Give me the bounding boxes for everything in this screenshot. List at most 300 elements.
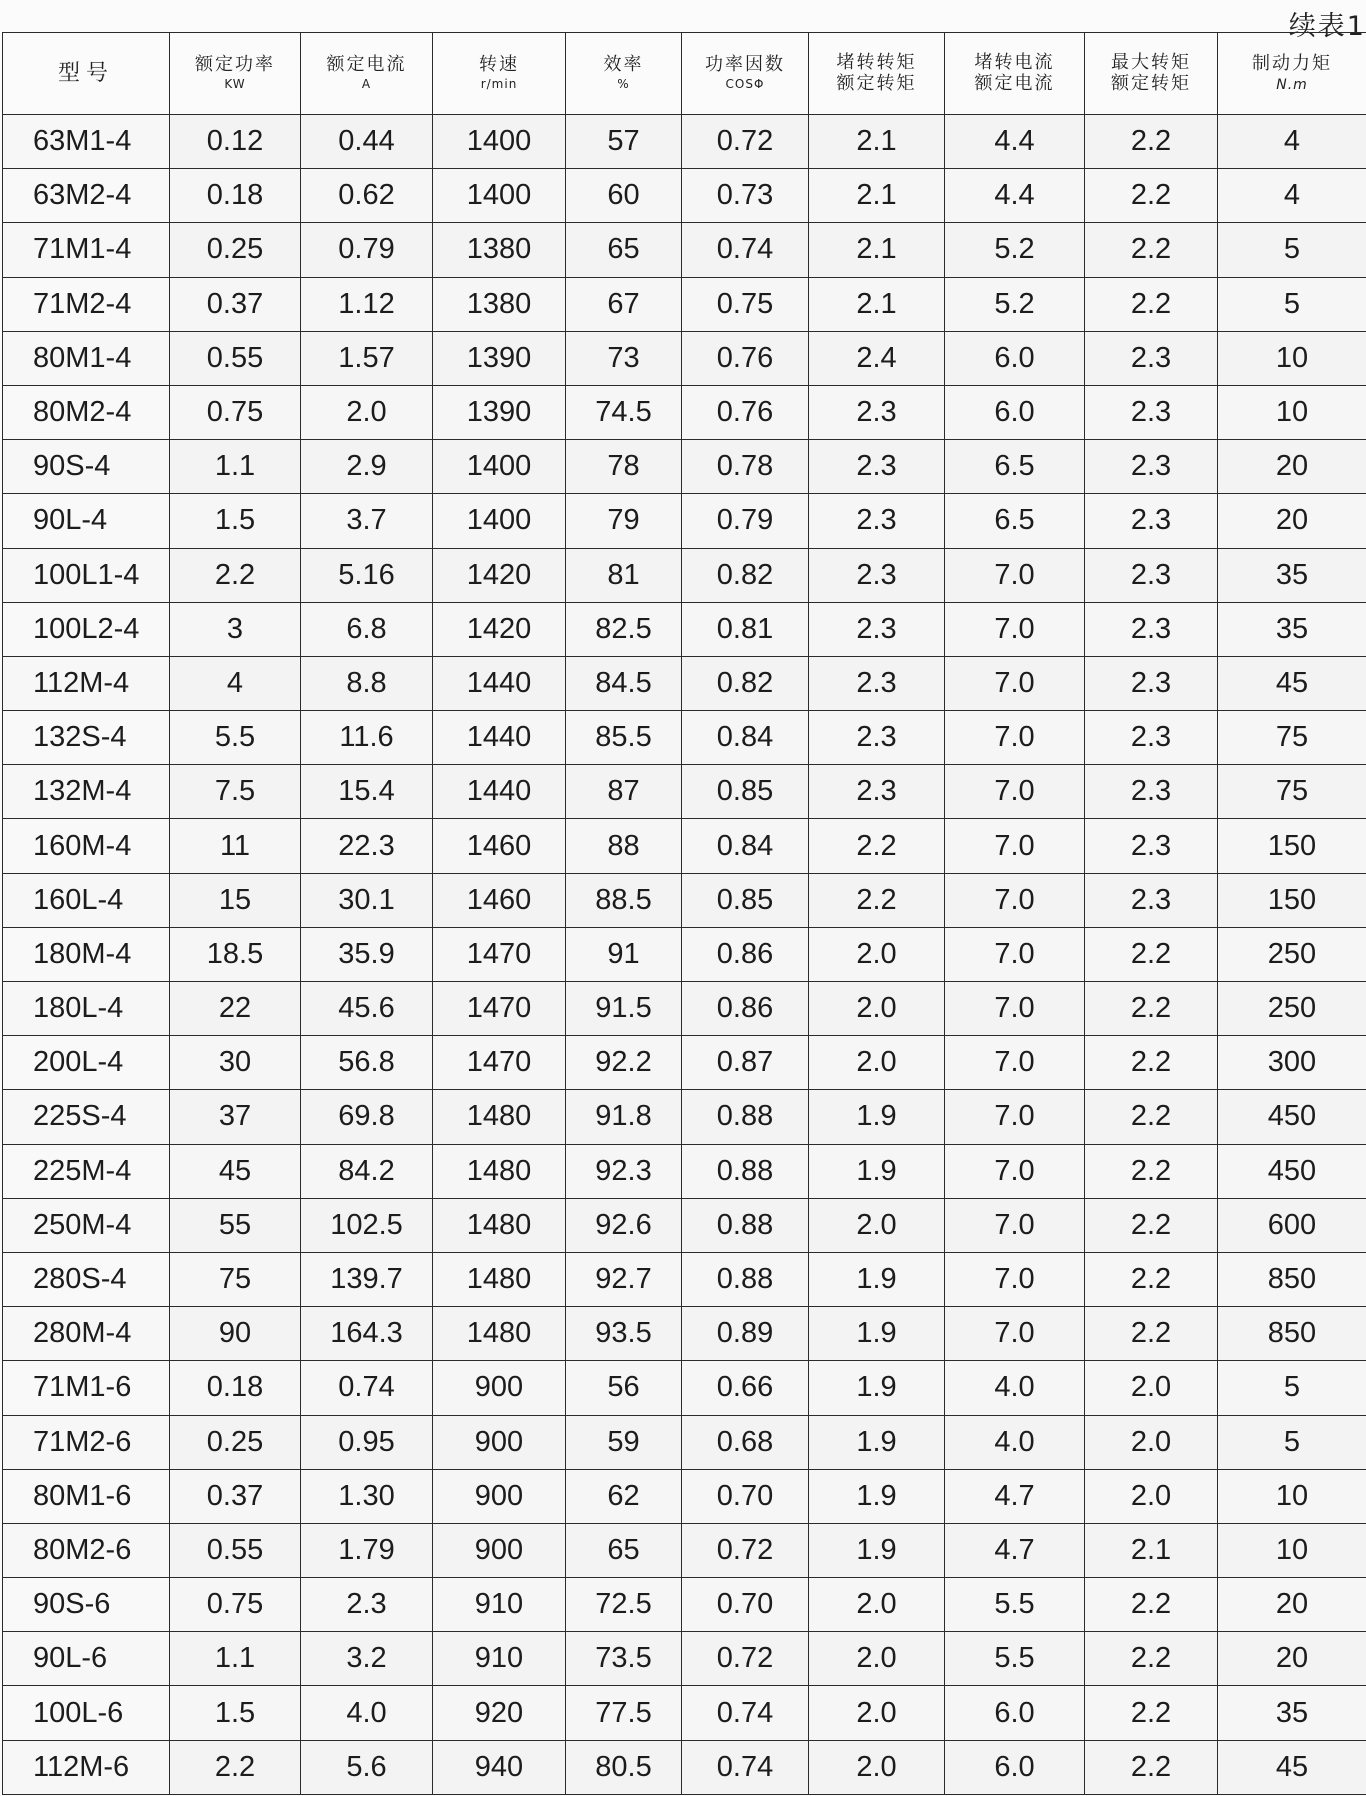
header-cell-efficiency (566, 33, 682, 115)
cell-max-torque-ratio: 2.2 (1085, 1198, 1218, 1252)
table-row (3, 169, 1366, 223)
cell-rated-power: 30 (170, 1036, 301, 1090)
cell-rated-current: 35.9 (301, 927, 433, 981)
cell-rated-power: 5.5 (170, 711, 301, 765)
cell-braking-torque: 5 (1218, 1361, 1366, 1415)
cell-speed: 1460 (433, 819, 566, 873)
table-row (3, 927, 1366, 981)
cell-power-factor: 0.75 (682, 277, 809, 331)
cell-locked-torque-ratio: 2.1 (809, 169, 945, 223)
cell-rated-power: 4 (170, 656, 301, 710)
cell-efficiency: 65 (566, 1523, 682, 1577)
cell-efficiency: 92.6 (566, 1198, 682, 1252)
cell-locked-torque-ratio: 1.9 (809, 1523, 945, 1577)
cell-locked-torque-ratio: 2.0 (809, 1036, 945, 1090)
cell-locked-torque-ratio: 1.9 (809, 1469, 945, 1523)
cell-locked-current-ratio: 6.0 (945, 331, 1085, 385)
cell-efficiency: 91.8 (566, 1090, 682, 1144)
cell-model: 180M-4 (3, 927, 170, 981)
cell-efficiency: 62 (566, 1469, 682, 1523)
cell-speed: 1480 (433, 1144, 566, 1198)
cell-braking-torque: 4 (1218, 169, 1366, 223)
cell-speed: 1400 (433, 494, 566, 548)
cell-locked-current-ratio: 7.0 (945, 711, 1085, 765)
cell-locked-current-ratio: 7.0 (945, 873, 1085, 927)
cell-power-factor: 0.78 (682, 440, 809, 494)
cell-braking-torque: 20 (1218, 494, 1366, 548)
cell-efficiency: 57 (566, 115, 682, 169)
cell-speed: 1470 (433, 1036, 566, 1090)
cell-model: 112M-4 (3, 656, 170, 710)
cell-rated-current: 1.57 (301, 331, 433, 385)
cell-max-torque-ratio: 2.2 (1085, 115, 1218, 169)
table-row (3, 1740, 1366, 1794)
table-row (3, 223, 1366, 277)
cell-locked-torque-ratio: 2.0 (809, 1578, 945, 1632)
cell-braking-torque: 5 (1218, 1415, 1366, 1469)
cell-model: 80M2-6 (3, 1523, 170, 1577)
cell-braking-torque: 10 (1218, 331, 1366, 385)
cell-power-factor: 0.72 (682, 1632, 809, 1686)
header-cell-rated-power (170, 33, 301, 115)
cell-speed: 1390 (433, 385, 566, 439)
cell-efficiency: 85.5 (566, 711, 682, 765)
cell-braking-torque: 10 (1218, 1469, 1366, 1523)
cell-model: 160L-4 (3, 873, 170, 927)
cell-locked-torque-ratio: 1.9 (809, 1090, 945, 1144)
cell-rated-power: 0.75 (170, 1578, 301, 1632)
cell-rated-power: 22 (170, 982, 301, 1036)
header-label: 额定功率 (195, 53, 275, 75)
header-cell-speed (433, 33, 566, 115)
cell-rated-current: 15.4 (301, 765, 433, 819)
cell-model: 100L1-4 (3, 548, 170, 602)
cell-rated-power: 7.5 (170, 765, 301, 819)
cell-rated-current: 6.8 (301, 602, 433, 656)
cell-max-torque-ratio: 2.2 (1085, 1632, 1218, 1686)
cell-power-factor: 0.74 (682, 1686, 809, 1740)
cell-model: 225M-4 (3, 1144, 170, 1198)
table-row (3, 277, 1366, 331)
table-row (3, 1252, 1366, 1306)
cell-efficiency: 93.5 (566, 1307, 682, 1361)
cell-rated-current: 69.8 (301, 1090, 433, 1144)
cell-rated-power: 37 (170, 1090, 301, 1144)
header-label: 型号 (57, 60, 114, 86)
cell-model: 71M2-4 (3, 277, 170, 331)
table-row (3, 1632, 1366, 1686)
cell-locked-current-ratio: 4.7 (945, 1523, 1085, 1577)
cell-locked-torque-ratio: 2.3 (809, 494, 945, 548)
cell-model: 160M-4 (3, 819, 170, 873)
cell-rated-current: 8.8 (301, 656, 433, 710)
cell-max-torque-ratio: 2.3 (1085, 873, 1218, 927)
cell-locked-torque-ratio: 2.2 (809, 873, 945, 927)
cell-rated-current: 5.6 (301, 1740, 433, 1794)
cell-rated-current: 2.3 (301, 1578, 433, 1632)
cell-max-torque-ratio: 2.0 (1085, 1361, 1218, 1415)
table-row (3, 1036, 1366, 1090)
cell-max-torque-ratio: 2.2 (1085, 223, 1218, 277)
cell-model: 80M2-4 (3, 385, 170, 439)
cell-rated-power: 0.25 (170, 223, 301, 277)
cell-power-factor: 0.89 (682, 1307, 809, 1361)
header-cell-model (3, 33, 170, 115)
cell-rated-current: 2.0 (301, 385, 433, 439)
header-unit: A (361, 77, 372, 92)
cell-efficiency: 59 (566, 1415, 682, 1469)
cell-max-torque-ratio: 2.3 (1085, 385, 1218, 439)
cell-power-factor: 0.84 (682, 819, 809, 873)
cell-speed: 1470 (433, 982, 566, 1036)
cell-power-factor: 0.82 (682, 656, 809, 710)
cell-speed: 1470 (433, 927, 566, 981)
cell-speed: 1400 (433, 115, 566, 169)
cell-max-torque-ratio: 2.0 (1085, 1415, 1218, 1469)
cell-speed: 1480 (433, 1307, 566, 1361)
cell-locked-current-ratio: 4.4 (945, 169, 1085, 223)
header-label: 功率因数 (705, 53, 785, 75)
table-row (3, 873, 1366, 927)
cell-max-torque-ratio: 2.3 (1085, 656, 1218, 710)
cell-max-torque-ratio: 2.3 (1085, 494, 1218, 548)
table-row (3, 1469, 1366, 1523)
cell-rated-current: 139.7 (301, 1252, 433, 1306)
header-cell-power-factor (682, 33, 809, 115)
table-row (3, 765, 1366, 819)
cell-efficiency: 67 (566, 277, 682, 331)
cell-power-factor: 0.88 (682, 1198, 809, 1252)
cell-model: 80M1-4 (3, 331, 170, 385)
cell-efficiency: 92.3 (566, 1144, 682, 1198)
table-row (3, 656, 1366, 710)
cell-power-factor: 0.74 (682, 1740, 809, 1794)
cell-speed: 1440 (433, 711, 566, 765)
cell-power-factor: 0.76 (682, 331, 809, 385)
cell-braking-torque: 450 (1218, 1090, 1366, 1144)
table-row (3, 1415, 1366, 1469)
cell-braking-torque: 35 (1218, 602, 1366, 656)
cell-locked-current-ratio: 5.5 (945, 1632, 1085, 1686)
cell-braking-torque: 4 (1218, 115, 1366, 169)
cell-model: 132M-4 (3, 765, 170, 819)
cell-power-factor: 0.88 (682, 1144, 809, 1198)
cell-model: 200L-4 (3, 1036, 170, 1090)
cell-locked-torque-ratio: 2.3 (809, 440, 945, 494)
cell-braking-torque: 20 (1218, 1632, 1366, 1686)
cell-braking-torque: 600 (1218, 1198, 1366, 1252)
table-row (3, 548, 1366, 602)
cell-efficiency: 60 (566, 169, 682, 223)
cell-rated-power: 11 (170, 819, 301, 873)
header-unit: 额定转矩 (1111, 72, 1191, 94)
cell-speed: 1380 (433, 223, 566, 277)
header-unit: % (617, 77, 630, 92)
cell-power-factor: 0.72 (682, 115, 809, 169)
cell-rated-current: 4.0 (301, 1686, 433, 1740)
table-row (3, 819, 1366, 873)
cell-locked-current-ratio: 4.0 (945, 1361, 1085, 1415)
cell-braking-torque: 35 (1218, 548, 1366, 602)
header-unit: KW (224, 77, 246, 92)
cell-rated-power: 90 (170, 1307, 301, 1361)
cell-power-factor: 0.88 (682, 1252, 809, 1306)
cell-speed: 1420 (433, 548, 566, 602)
cell-max-torque-ratio: 2.0 (1085, 1469, 1218, 1523)
cell-braking-torque: 450 (1218, 1144, 1366, 1198)
cell-max-torque-ratio: 2.3 (1085, 765, 1218, 819)
cell-power-factor: 0.79 (682, 494, 809, 548)
cell-rated-power: 1.1 (170, 440, 301, 494)
cell-efficiency: 72.5 (566, 1578, 682, 1632)
cell-locked-current-ratio: 7.0 (945, 602, 1085, 656)
cell-rated-current: 84.2 (301, 1144, 433, 1198)
cell-speed: 1400 (433, 440, 566, 494)
cell-locked-current-ratio: 7.0 (945, 656, 1085, 710)
header-label: 制动力矩 (1252, 52, 1332, 74)
cell-speed: 900 (433, 1415, 566, 1469)
cell-braking-torque: 20 (1218, 1578, 1366, 1632)
header-label: 堵转转矩 (836, 51, 917, 73)
cell-locked-torque-ratio: 2.4 (809, 331, 945, 385)
header-label: 转速 (479, 53, 519, 75)
cell-power-factor: 0.85 (682, 765, 809, 819)
cell-efficiency: 73 (566, 331, 682, 385)
cell-locked-current-ratio: 7.0 (945, 548, 1085, 602)
header-cell-locked-current-ratio (945, 33, 1085, 115)
cell-speed: 910 (433, 1632, 566, 1686)
cell-max-torque-ratio: 2.2 (1085, 169, 1218, 223)
cell-rated-power: 0.55 (170, 1523, 301, 1577)
cell-rated-current: 3.7 (301, 494, 433, 548)
cell-braking-torque: 10 (1218, 1523, 1366, 1577)
cell-efficiency: 77.5 (566, 1686, 682, 1740)
cell-braking-torque: 5 (1218, 223, 1366, 277)
cell-locked-current-ratio: 7.0 (945, 1198, 1085, 1252)
cell-braking-torque: 35 (1218, 1686, 1366, 1740)
cell-model: 180L-4 (3, 982, 170, 1036)
cell-model: 280S-4 (3, 1252, 170, 1306)
cell-locked-torque-ratio: 2.1 (809, 115, 945, 169)
table-row (3, 440, 1366, 494)
cell-rated-power: 2.2 (170, 1740, 301, 1794)
header-row (3, 33, 1366, 115)
cell-efficiency: 92.2 (566, 1036, 682, 1090)
table-row (3, 1523, 1366, 1577)
header-label: 最大转矩 (1111, 51, 1191, 73)
cell-model: 225S-4 (3, 1090, 170, 1144)
cell-efficiency: 73.5 (566, 1632, 682, 1686)
cell-braking-torque: 45 (1218, 656, 1366, 710)
table-row (3, 115, 1366, 169)
cell-rated-power: 1.5 (170, 1686, 301, 1740)
cell-power-factor: 0.72 (682, 1523, 809, 1577)
cell-efficiency: 78 (566, 440, 682, 494)
cell-braking-torque: 250 (1218, 927, 1366, 981)
cell-locked-torque-ratio: 2.0 (809, 1740, 945, 1794)
cell-locked-torque-ratio: 2.0 (809, 1198, 945, 1252)
cell-rated-current: 102.5 (301, 1198, 433, 1252)
cell-locked-torque-ratio: 1.9 (809, 1252, 945, 1306)
cell-model: 250M-4 (3, 1198, 170, 1252)
cell-power-factor: 0.76 (682, 385, 809, 439)
cell-rated-power: 1.5 (170, 494, 301, 548)
cell-rated-current: 0.95 (301, 1415, 433, 1469)
cell-rated-power: 0.37 (170, 1469, 301, 1523)
cell-rated-current: 45.6 (301, 982, 433, 1036)
table-row (3, 1361, 1366, 1415)
cell-power-factor: 0.82 (682, 548, 809, 602)
cell-max-torque-ratio: 2.2 (1085, 277, 1218, 331)
cell-rated-power: 0.18 (170, 169, 301, 223)
table-row (3, 1307, 1366, 1361)
cell-max-torque-ratio: 2.2 (1085, 1578, 1218, 1632)
header-unit: r/min (480, 77, 518, 92)
cell-locked-current-ratio: 6.0 (945, 1686, 1085, 1740)
cell-efficiency: 65 (566, 223, 682, 277)
cell-efficiency: 92.7 (566, 1252, 682, 1306)
cell-locked-current-ratio: 4.7 (945, 1469, 1085, 1523)
header-label: 效率 (603, 53, 644, 75)
cell-braking-torque: 75 (1218, 765, 1366, 819)
cell-locked-torque-ratio: 2.3 (809, 711, 945, 765)
cell-rated-current: 164.3 (301, 1307, 433, 1361)
header-unit: COSΦ (725, 77, 765, 92)
cell-efficiency: 80.5 (566, 1740, 682, 1794)
cell-rated-power: 75 (170, 1252, 301, 1306)
cell-max-torque-ratio: 2.3 (1085, 440, 1218, 494)
cell-max-torque-ratio: 2.2 (1085, 1036, 1218, 1090)
header-unit: N.m (1276, 77, 1308, 94)
header-cell-rated-current (301, 33, 433, 115)
cell-max-torque-ratio: 2.2 (1085, 1740, 1218, 1794)
cell-locked-current-ratio: 7.0 (945, 765, 1085, 819)
cell-efficiency: 88.5 (566, 873, 682, 927)
cell-rated-current: 0.74 (301, 1361, 433, 1415)
table-row (3, 982, 1366, 1036)
table-body (3, 115, 1366, 1795)
cell-power-factor: 0.88 (682, 1090, 809, 1144)
cell-speed: 910 (433, 1578, 566, 1632)
cell-braking-torque: 10 (1218, 385, 1366, 439)
cell-locked-current-ratio: 4.4 (945, 115, 1085, 169)
table-row (3, 1144, 1366, 1198)
cell-efficiency: 82.5 (566, 602, 682, 656)
cell-max-torque-ratio: 2.2 (1085, 1307, 1218, 1361)
cell-power-factor: 0.74 (682, 223, 809, 277)
cell-speed: 1440 (433, 765, 566, 819)
cell-rated-current: 0.62 (301, 169, 433, 223)
cell-efficiency: 74.5 (566, 385, 682, 439)
cell-locked-current-ratio: 6.5 (945, 494, 1085, 548)
cell-rated-power: 0.12 (170, 115, 301, 169)
header-label: 额定电流 (326, 53, 407, 75)
header-label: 堵转电流 (974, 51, 1055, 73)
cell-max-torque-ratio: 2.2 (1085, 1090, 1218, 1144)
table-row (3, 1198, 1366, 1252)
cell-max-torque-ratio: 2.3 (1085, 548, 1218, 602)
cell-rated-current: 56.8 (301, 1036, 433, 1090)
cell-braking-torque: 45 (1218, 1740, 1366, 1794)
cell-braking-torque: 250 (1218, 982, 1366, 1036)
cell-speed: 900 (433, 1469, 566, 1523)
cell-locked-current-ratio: 7.0 (945, 1036, 1085, 1090)
cell-speed: 1380 (433, 277, 566, 331)
cell-rated-power: 0.55 (170, 331, 301, 385)
cell-locked-current-ratio: 7.0 (945, 1090, 1085, 1144)
header-cell-locked-torque-ratio (809, 33, 945, 115)
cell-braking-torque: 5 (1218, 277, 1366, 331)
cell-model: 90L-6 (3, 1632, 170, 1686)
cell-rated-power: 18.5 (170, 927, 301, 981)
cell-speed: 1400 (433, 169, 566, 223)
cell-locked-torque-ratio: 1.9 (809, 1361, 945, 1415)
cell-rated-power: 0.18 (170, 1361, 301, 1415)
cell-locked-current-ratio: 6.0 (945, 1740, 1085, 1794)
cell-locked-current-ratio: 5.5 (945, 1578, 1085, 1632)
cell-locked-current-ratio: 6.0 (945, 385, 1085, 439)
cell-power-factor: 0.85 (682, 873, 809, 927)
cell-locked-torque-ratio: 2.3 (809, 656, 945, 710)
cell-rated-current: 1.79 (301, 1523, 433, 1577)
cell-locked-torque-ratio: 2.0 (809, 982, 945, 1036)
cell-speed: 920 (433, 1686, 566, 1740)
cell-speed: 1390 (433, 331, 566, 385)
table-row (3, 494, 1366, 548)
cell-power-factor: 0.70 (682, 1469, 809, 1523)
cell-max-torque-ratio: 2.1 (1085, 1523, 1218, 1577)
cell-braking-torque: 150 (1218, 819, 1366, 873)
cell-efficiency: 91 (566, 927, 682, 981)
cell-power-factor: 0.70 (682, 1578, 809, 1632)
cell-max-torque-ratio: 2.2 (1085, 1686, 1218, 1740)
cell-locked-torque-ratio: 2.0 (809, 1686, 945, 1740)
cell-rated-power: 2.2 (170, 548, 301, 602)
cell-model: 71M1-4 (3, 223, 170, 277)
cell-power-factor: 0.86 (682, 982, 809, 1036)
cell-braking-torque: 150 (1218, 873, 1366, 927)
cell-speed: 1460 (433, 873, 566, 927)
cell-locked-torque-ratio: 2.1 (809, 223, 945, 277)
cell-locked-torque-ratio: 1.9 (809, 1415, 945, 1469)
cell-max-torque-ratio: 2.3 (1085, 711, 1218, 765)
cell-model: 90L-4 (3, 494, 170, 548)
table-row (3, 331, 1366, 385)
cell-locked-current-ratio: 7.0 (945, 1252, 1085, 1306)
cell-rated-current: 5.16 (301, 548, 433, 602)
cell-model: 100L-6 (3, 1686, 170, 1740)
cell-max-torque-ratio: 2.2 (1085, 982, 1218, 1036)
cell-max-torque-ratio: 2.3 (1085, 602, 1218, 656)
table-header (3, 33, 1366, 115)
cell-efficiency: 87 (566, 765, 682, 819)
cell-braking-torque: 20 (1218, 440, 1366, 494)
cell-efficiency: 84.5 (566, 656, 682, 710)
cell-efficiency: 88 (566, 819, 682, 873)
cell-locked-torque-ratio: 2.3 (809, 385, 945, 439)
cell-efficiency: 91.5 (566, 982, 682, 1036)
cell-rated-current: 0.79 (301, 223, 433, 277)
header-cell-braking-torque (1218, 33, 1366, 115)
cell-efficiency: 56 (566, 1361, 682, 1415)
cell-model: 132S-4 (3, 711, 170, 765)
cell-rated-power: 0.75 (170, 385, 301, 439)
table-caption: 续表1 (1288, 11, 1366, 42)
cell-rated-power: 55 (170, 1198, 301, 1252)
cell-model: 80M1-6 (3, 1469, 170, 1523)
cell-locked-current-ratio: 7.0 (945, 1307, 1085, 1361)
cell-locked-current-ratio: 6.5 (945, 440, 1085, 494)
